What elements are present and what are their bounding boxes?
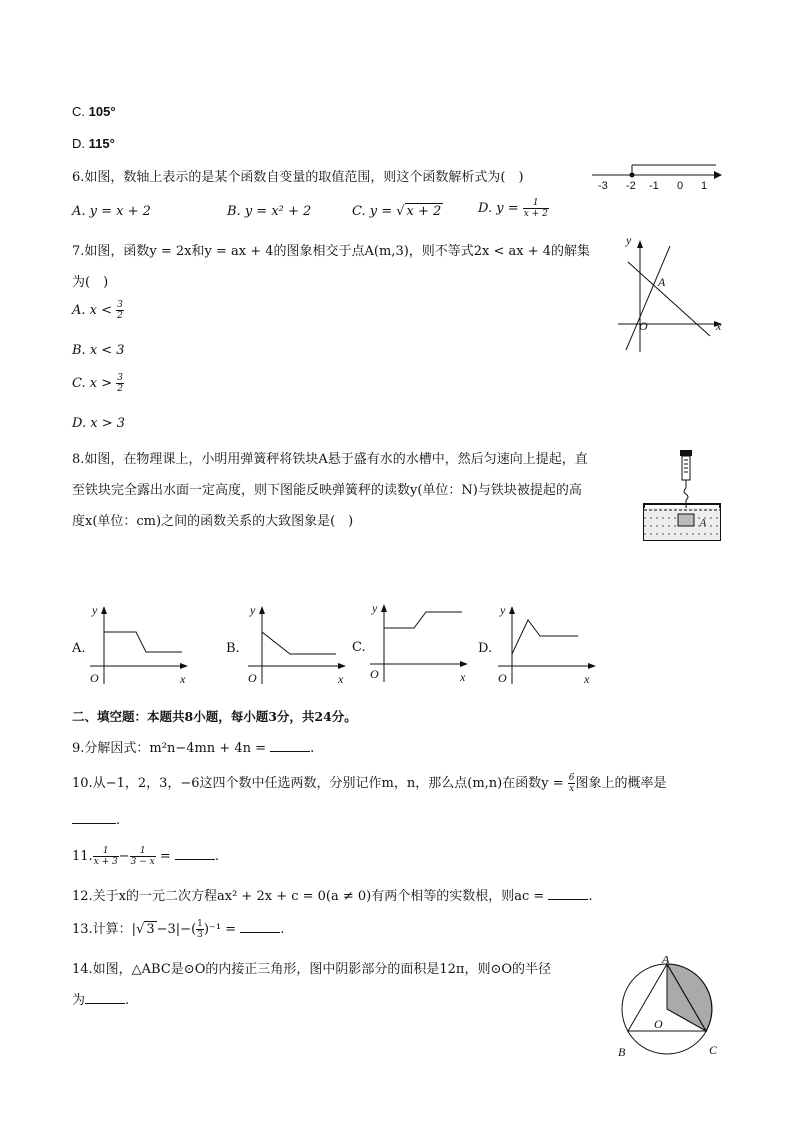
- q7-line-2x: [626, 246, 670, 350]
- q12-text: 12.关于x的一元二次方程ax² + 2x + c = 0(a ≠ 0)有两个相等的实数根，则ac =: [72, 889, 549, 904]
- q13: 13.计算：|√ 3 −3|−( $\frac{1}{3}$ )⁻¹ = .: [72, 919, 285, 940]
- q7-y-label: y: [626, 233, 632, 247]
- q14-line2-text: 为: [72, 993, 86, 1008]
- q9-answer-blank[interactable]: [270, 738, 310, 752]
- q6-closed-point: [630, 173, 635, 178]
- q12-end: .: [588, 889, 593, 904]
- q8-stem-line1: 8.如图，在物理课上，小明用弹簧秤将铁块A悬于盛有水的水槽中，然后匀速向上提起，直: [72, 452, 588, 467]
- q13-numerator: 1: [197, 919, 203, 929]
- option-d: [72, 136, 115, 151]
- q7-x-label: x: [716, 319, 722, 333]
- q7-option-c: [72, 373, 124, 394]
- q13-post: )⁻¹ =: [203, 922, 241, 937]
- q7-a-prefix: A. x <: [72, 303, 117, 318]
- q6-number-line: [588, 160, 728, 194]
- option-c-value: 105°: [88, 104, 116, 119]
- q9: [72, 737, 314, 756]
- q7-origin-label: O: [639, 319, 648, 333]
- q11-den1: x + 3: [93, 857, 118, 867]
- q11-answer-blank[interactable]: [175, 846, 215, 860]
- q8-graph-d: [494, 602, 598, 686]
- q10-text: 10.从−1，2，3，−6这四个数中任选两数，分别记作m，n，那么点(m,n)在函数y =: [72, 776, 568, 791]
- q8-graph-a-y: y: [92, 603, 98, 617]
- q8-graph-b: [244, 602, 348, 686]
- q6-option-b: B. y = x² + 2: [227, 204, 312, 219]
- q6-stem: 6.如图，数轴上表示的是某个函数自变量的取值范围，则这个函数解析式为( ): [72, 170, 524, 185]
- q14-answer-blank[interactable]: [85, 990, 125, 1004]
- q13-answer-blank[interactable]: [240, 919, 280, 933]
- q13-middle: −3|−(: [156, 922, 197, 937]
- q8-stem-line3: 度x(单位：cm)之间的函数关系的大致图象是( ): [72, 514, 354, 529]
- q8-graph-d-label: D.: [478, 641, 493, 656]
- q8-graph-b-label: B.: [226, 641, 240, 656]
- q8-graph-c-o: O: [370, 667, 379, 681]
- q6-tick-1: -3: [598, 180, 608, 192]
- q14-point-o: O: [654, 1017, 663, 1031]
- q10-denominator: x: [569, 784, 575, 794]
- q8-graph-d-o: O: [498, 671, 507, 685]
- q14-point-b: B: [618, 1045, 626, 1059]
- q6-tick-5: 1: [701, 180, 708, 192]
- option-c: [72, 104, 116, 119]
- q14-end: .: [125, 993, 130, 1008]
- q10-numerator: 6: [568, 773, 575, 783]
- q6-tick-3: -1: [649, 180, 659, 192]
- q8-graph-b-x: x: [338, 672, 344, 686]
- q6-tick-2: -2: [626, 180, 636, 192]
- q7-figure: [612, 232, 730, 354]
- q8-graph-d-y: y: [500, 603, 506, 617]
- q13-prefix: 13.计算：|: [72, 922, 137, 937]
- q13-radicand: 3: [146, 922, 155, 937]
- q10-answer-blank[interactable]: [72, 810, 116, 824]
- q8-graph-a-o: O: [90, 671, 99, 685]
- q7-c-numerator: 3: [117, 373, 123, 383]
- q8-graph-c: [366, 600, 470, 684]
- q7-stem-line2: 为( ): [72, 275, 109, 290]
- q8-graph-a-label: A.: [72, 641, 86, 656]
- option-c-label: C.: [72, 104, 89, 119]
- q11: [72, 846, 219, 867]
- option-d-value: 115°: [88, 136, 115, 151]
- q10-line2: [72, 810, 120, 828]
- q11-number: 11.: [72, 849, 93, 864]
- q11-den2: 3 − x: [130, 857, 155, 867]
- q8-block-label: A: [700, 518, 707, 529]
- q8-graph-b-y: y: [250, 603, 256, 617]
- q6-option-a: A. y = x + 2: [72, 204, 151, 219]
- q14-circle-figure: [610, 956, 730, 1062]
- q13-end: .: [280, 922, 285, 937]
- q12-answer-blank[interactable]: [548, 886, 588, 900]
- q14-stem-line1: 14.如图，△ABC是⊙O的内接正三角形，图中阴影部分的面积是12π，则⊙O的半径: [72, 962, 551, 977]
- q11-equals: =: [155, 849, 175, 864]
- q8-spring-scale-figure: [640, 448, 724, 544]
- q6-d-prefix: D. y =: [478, 201, 523, 216]
- q6-c-prefix: C. y =: [352, 204, 397, 219]
- q8-graph-c-y: y: [372, 601, 378, 615]
- q11-end: .: [214, 849, 220, 864]
- q7-option-b: B. x < 3: [72, 343, 125, 358]
- q11-num1: 1: [93, 846, 119, 857]
- q7-a-denominator: 2: [117, 311, 123, 321]
- q6-tick-4: 0: [677, 180, 684, 192]
- q6-d-numerator: 1: [523, 198, 549, 209]
- option-d-label: D.: [72, 136, 89, 151]
- q14-point-a: A: [662, 956, 670, 966]
- q7-c-denominator: 2: [117, 384, 123, 394]
- q7-stem-line1: 7.如图，函数y = 2x和y = ax + 4的图象相交于点A(m,3)，则不等式2x < ax + 4的解集: [72, 244, 591, 259]
- q14-point-c: C: [709, 1043, 718, 1057]
- q9-end: .: [310, 741, 315, 756]
- q8-stem-line2: 至铁块完全露出水面一定高度，则下图能反映弹簧秤的读数y(单位：N)与铁块被提起的高: [72, 483, 582, 498]
- q8-graph-b-o: O: [248, 671, 257, 685]
- q14-stem-line2: [72, 989, 129, 1008]
- q6-option-d: [478, 198, 549, 219]
- q8-graph-a: [86, 602, 190, 686]
- q10-text2: 图象上的概率是: [575, 776, 667, 791]
- q8-graph-c-label: C.: [352, 640, 366, 655]
- q6-option-c: C. y = √ x + 2: [352, 204, 442, 219]
- q6-c-radicand: x + 2: [406, 204, 442, 219]
- q9-text: 9.分解因式：m²n−4mn + 4n =: [72, 741, 271, 756]
- q7-option-a: [72, 300, 124, 321]
- q12: [72, 885, 593, 904]
- q10-line1: [72, 772, 666, 794]
- q11-minus: −: [118, 849, 130, 864]
- q8-graph-a-x: x: [180, 672, 186, 686]
- q7-a-numerator: 3: [117, 300, 123, 310]
- q8-iron-block: [678, 514, 694, 526]
- q7-option-d: D. x > 3: [72, 416, 125, 431]
- q8-graph-d-x: x: [584, 672, 590, 686]
- q6-d-denominator: x + 2: [523, 209, 548, 219]
- section-2-heading: 二、填空题：本题共8小题，每小题3分，共24分。: [72, 709, 357, 724]
- q7-c-prefix: C. x >: [72, 376, 117, 391]
- q8-graph-c-x: x: [460, 670, 466, 684]
- q7-point-a-label: A: [658, 275, 666, 289]
- q11-num2: 1: [130, 846, 156, 857]
- q13-denominator: 3: [197, 930, 203, 940]
- q10-end: .: [116, 813, 121, 828]
